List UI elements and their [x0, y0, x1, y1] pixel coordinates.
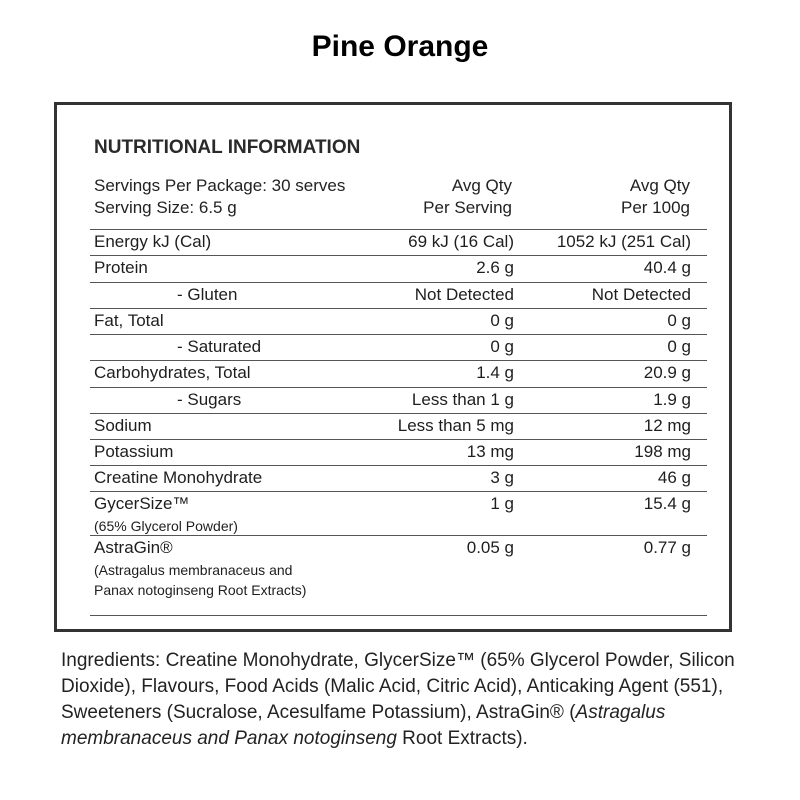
nutrient-label — [94, 440, 173, 464]
nutrition-table — [90, 229, 707, 616]
value-per-100g: Not Detected — [591, 285, 691, 304]
table-row — [90, 536, 707, 616]
table-row — [90, 492, 707, 536]
nutrient-label — [94, 492, 238, 536]
nutrient-subtext: Panax notoginseng Root Extracts) — [94, 582, 307, 598]
nutrient-subtext: (Astragalus membranaceus and — [94, 562, 293, 578]
nutrient-name: Sodium — [94, 416, 152, 435]
ingredients-italic: Astragalus membranaceus and Panax notoginseng — [61, 702, 666, 749]
nutrient-label — [94, 309, 164, 333]
value-per-serving: 1.4 g — [476, 363, 514, 382]
product-title: Pine Orange — [311, 30, 489, 63]
column-header-per-serving — [387, 175, 512, 219]
value-per-100g: 12 mg — [643, 416, 691, 435]
nutrient-name: Fat, Total — [94, 311, 164, 330]
serving-size: Serving Size: 6.5 g — [94, 198, 237, 217]
value-per-100g: 198 mg — [634, 442, 691, 461]
table-row — [90, 229, 707, 256]
table-row — [90, 309, 707, 335]
nutrient-label — [94, 256, 148, 280]
table-row — [90, 256, 707, 283]
nutrient-label — [94, 361, 251, 385]
value-per-serving: 0.05 g — [466, 538, 514, 557]
ingredients-main: Ingredients: Creatine Monohydrate, GlycerSize™ (65% Glycerol Powder, Silicon Dioxide), Flavours, Food Acids (Malic Acid, Citric Acid), Anticaking Agent (551), Sweeteners (Sucralose, Acesulfame Potassium), AstraGin® ( — [61, 650, 735, 723]
serving-info — [94, 175, 345, 219]
column-header-line: Avg Qty — [451, 176, 512, 195]
value-per-100g: 0 g — [667, 337, 691, 356]
nutrient-label — [177, 388, 241, 412]
value-per-100g: 46 g — [657, 468, 691, 487]
table-row — [90, 335, 707, 361]
value-per-serving: 2.6 g — [476, 258, 514, 277]
servings-per-package: Servings Per Package: 30 serves — [94, 176, 346, 195]
nutrient-label — [94, 414, 152, 438]
table-row — [90, 388, 707, 414]
nutrient-label — [177, 335, 261, 359]
nutrient-subtext: (65% Glycerol Powder) — [94, 518, 238, 534]
column-header-per-100g — [517, 175, 690, 219]
value-per-serving: 3 g — [490, 468, 514, 487]
value-per-serving: 13 mg — [466, 442, 514, 461]
table-row — [90, 361, 707, 388]
table-row — [90, 283, 707, 309]
column-header-line: Per Serving — [423, 198, 512, 217]
value-per-serving: 0 g — [490, 311, 514, 330]
nutrient-name: Energy kJ (Cal) — [94, 232, 212, 251]
value-per-serving: Less than 1 g — [411, 390, 514, 409]
value-per-100g: 1052 kJ (251 Cal) — [556, 232, 691, 251]
value-per-100g: 0 g — [667, 311, 691, 330]
value-per-serving: 69 kJ (16 Cal) — [408, 232, 514, 251]
value-per-100g: 0.77 g — [643, 538, 691, 557]
nutrient-name: GycerSize™ — [94, 494, 190, 513]
panel-heading: NUTRITIONAL INFORMATION — [94, 137, 361, 158]
nutrient-name: - Gluten — [177, 285, 238, 304]
nutrient-name: Protein — [94, 258, 148, 277]
nutrient-label — [177, 283, 237, 307]
ingredients-end: Root Extracts). — [396, 728, 528, 749]
table-row — [90, 414, 707, 440]
nutrient-name: - Sugars — [177, 390, 242, 409]
nutrient-label — [94, 466, 262, 490]
value-per-100g: 15.4 g — [643, 494, 691, 513]
nutrient-label — [94, 536, 306, 600]
nutrient-name: Creatine Monohydrate — [94, 468, 263, 487]
nutrient-name: - Saturated — [177, 337, 262, 356]
value-per-100g: 20.9 g — [643, 363, 691, 382]
value-per-100g: 40.4 g — [643, 258, 691, 277]
value-per-serving: Not Detected — [414, 285, 514, 304]
nutrition-panel — [54, 102, 732, 632]
nutrient-name: Carbohydrates, Total — [94, 363, 251, 382]
value-per-serving: 0 g — [490, 337, 514, 356]
column-header-line: Avg Qty — [629, 176, 690, 195]
table-row — [90, 440, 707, 466]
nutrient-name: AstraGin® — [94, 538, 173, 557]
ingredients-text — [61, 648, 741, 752]
column-header-line: Per 100g — [621, 198, 690, 217]
value-per-100g: 1.9 g — [653, 390, 691, 409]
nutrient-name: Potassium — [94, 442, 174, 461]
value-per-serving: 1 g — [490, 494, 514, 513]
nutrient-label — [94, 230, 211, 254]
value-per-serving: Less than 5 mg — [397, 416, 514, 435]
table-row — [90, 466, 707, 492]
